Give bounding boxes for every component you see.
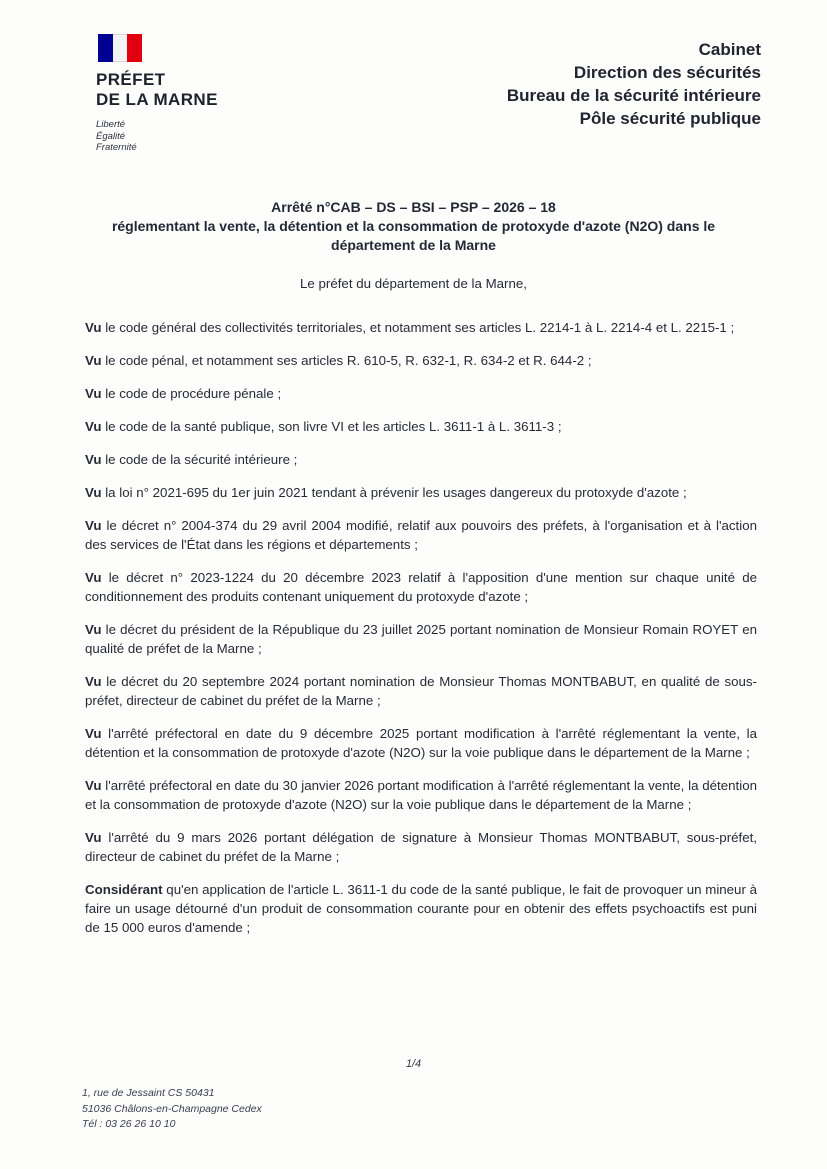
paragraph-lead: Vu xyxy=(85,353,102,368)
paragraph-vu-8 xyxy=(85,568,757,606)
paragraph-considerant xyxy=(85,880,757,937)
page-number: 1/4 xyxy=(405,1058,422,1070)
motto-fraternite: Fraternité xyxy=(96,142,137,153)
paragraph-text: l'arrêté préfectoral en date du 9 décembre 2025 portant modification à l'arrêté réglementant la vente, la détention et la consommation de protoxyde d'azote (N2O) sur la voie publique dans le département de la Marne ; xyxy=(85,726,757,760)
paragraph-vu-2 xyxy=(85,351,757,370)
paragraph-vu-13 xyxy=(85,828,757,866)
paragraph-lead: Vu xyxy=(85,622,102,637)
prefecture-logo xyxy=(96,34,218,154)
paragraph-vu-3 xyxy=(85,384,757,403)
service-line-pole: Pôle sécurité publique xyxy=(579,109,761,128)
salutation: Le préfet du département de la Marne, xyxy=(300,276,527,291)
paragraph-lead: Vu xyxy=(85,674,102,689)
paragraph-text: le décret n° 2004-374 du 29 avril 2004 modifié, relatif aux pouvoirs des préfets, à l'organisation et à l'action des services de l'État dans les régions et départements ; xyxy=(85,518,757,552)
paragraph-text: le code de procédure pénale ; xyxy=(105,386,282,401)
document-body xyxy=(85,318,757,951)
address-city: 51036 Châlons-en-Champagne Cedex xyxy=(82,1102,262,1115)
motto-liberte: Liberté xyxy=(96,119,126,130)
flag-white-stripe xyxy=(113,34,128,62)
paragraph-lead: Vu xyxy=(85,452,102,467)
paragraph-text: le décret du président de la République du 23 juillet 2025 portant nomination de Monsieur Romain ROYET en qualité de préfet de la Marne ; xyxy=(85,622,757,656)
flag-red-stripe xyxy=(127,34,142,62)
address-phone: Tél : 03 26 26 10 10 xyxy=(82,1118,176,1130)
paragraph-vu-6 xyxy=(85,483,757,502)
paragraph-vu-12 xyxy=(85,776,757,814)
paragraph-vu-9 xyxy=(85,620,757,658)
republic-motto xyxy=(96,119,218,154)
institution-name-line1: PRÉFET xyxy=(96,70,166,89)
paragraph-lead: Vu xyxy=(85,320,102,335)
paragraph-lead: Vu xyxy=(85,485,102,500)
paragraph-vu-5 xyxy=(85,450,757,469)
paragraph-text: l'arrêté préfectoral en date du 30 janvier 2026 portant modification à l'arrêté réglementant la vente, la détention et la consommation de protoxyde d'azote (N2O) sur la voie publique dans le département de la Marne ; xyxy=(85,778,757,812)
paragraph-text: le code de la santé publique, son livre VI et les articles L. 3611-1 à L. 3611-3 ; xyxy=(105,419,562,434)
paragraph-lead: Vu xyxy=(85,518,102,533)
paragraph-text: qu'en application de l'article L. 3611-1 du code de la santé publique, le fait de provoquer un mineur à faire un usage détourné d'un produit de consommation courante pour en obtenir des effets psychoactifs est puni de 15 000 euros d'amende ; xyxy=(85,882,757,935)
service-line-cabinet: Cabinet xyxy=(698,40,761,59)
paragraph-text: le code pénal, et notamment ses articles R. 610-5, R. 632-1, R. 634-2 et R. 644-2 ; xyxy=(105,353,592,368)
paragraph-lead: Vu xyxy=(85,386,102,401)
paragraph-vu-4 xyxy=(85,417,757,436)
paragraph-text: la loi n° 2021-695 du 1er juin 2021 tendant à prévenir les usages dangereux du protoxyde d'azote ; xyxy=(105,485,687,500)
prefecture-address xyxy=(82,1086,262,1133)
paragraph-text: le code général des collectivités territoriales, et notamment ses articles L. 2214-1 à L. 2214-4 et L. 2215-1 ; xyxy=(105,320,735,335)
paragraph-vu-10 xyxy=(85,672,757,710)
paragraph-lead: Vu xyxy=(85,830,102,845)
service-block xyxy=(507,38,761,130)
title-subject: réglementant la vente, la détention et la consommation de protoxyde d'azote (N2O) dans le département de la Marne xyxy=(111,218,716,253)
institution-name-line2: DE LA MARNE xyxy=(96,90,218,109)
service-line-direction: Direction des sécurités xyxy=(573,63,761,82)
paragraph-lead: Vu xyxy=(85,419,102,434)
title-number: Arrêté n°CAB – DS – BSI – PSP – 2026 – 18 xyxy=(271,199,556,215)
paragraph-lead: Vu xyxy=(85,726,102,741)
paragraph-lead: Vu xyxy=(85,778,102,793)
paragraph-text: l'arrêté du 9 mars 2026 portant délégation de signature à Monsieur Thomas MONTBABUT, sous-préfet, directeur de cabinet du préfet de la Marne ; xyxy=(85,830,757,864)
paragraph-lead: Considérant xyxy=(85,882,163,897)
paragraph-text: le code de la sécurité intérieure ; xyxy=(105,452,298,467)
service-line-bureau: Bureau de la sécurité intérieure xyxy=(506,86,761,105)
french-flag-icon xyxy=(98,34,142,62)
paragraph-vu-11 xyxy=(85,724,757,762)
flag-blue-stripe xyxy=(98,34,113,62)
paragraph-text: le décret du 20 septembre 2024 portant nomination de Monsieur Thomas MONTBABUT, en qualité de sous-préfet, directeur de cabinet du préfet de la Marne ; xyxy=(85,674,757,708)
document-title xyxy=(0,198,827,255)
paragraph-text: le décret n° 2023-1224 du 20 décembre 2023 relatif à l'apposition d'une mention sur chaque unité de conditionnement des produits contenant uniquement du protoxyde d'azote ; xyxy=(85,570,757,604)
paragraph-vu-7 xyxy=(85,516,757,554)
address-street: 1, rue de Jessaint CS 50431 xyxy=(82,1087,215,1099)
paragraph-vu-1 xyxy=(85,318,757,337)
paragraph-lead: Vu xyxy=(85,570,102,585)
motto-egalite: Égalité xyxy=(96,130,126,142)
